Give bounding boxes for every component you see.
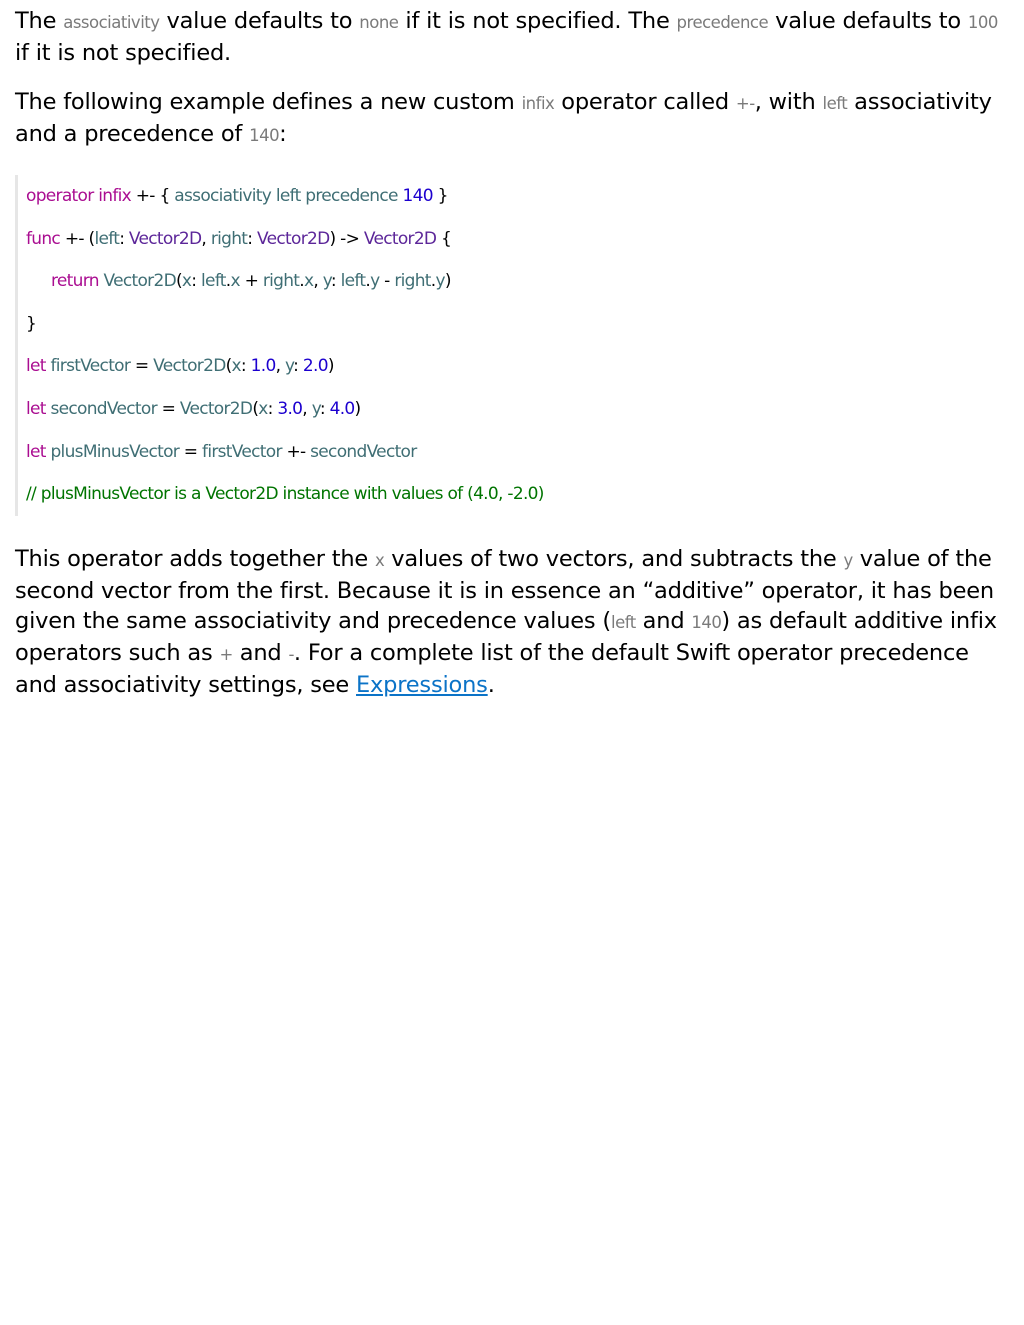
variable-name: secondVector xyxy=(50,398,157,419)
paragraph-example-intro xyxy=(15,87,1015,151)
type-name: Vector2D xyxy=(103,271,176,292)
text-run: : xyxy=(279,121,287,147)
number-literal: 140 xyxy=(402,186,433,206)
inline-code-140: 140 xyxy=(249,126,280,145)
brace: { xyxy=(441,228,452,249)
inline-code-100: 100 xyxy=(967,13,998,32)
operator-symbol: + xyxy=(239,271,263,292)
punctuation: : xyxy=(319,398,330,419)
punctuation: : xyxy=(240,356,251,377)
punctuation: ( xyxy=(88,228,95,249)
variable-name: plusMinusVector xyxy=(50,441,180,462)
paragraph-operator-explanation xyxy=(15,544,1015,700)
inline-code-precedence: precedence xyxy=(676,13,769,32)
punctuation: . xyxy=(365,271,371,292)
keyword-return: return xyxy=(51,271,99,292)
punctuation: . xyxy=(430,271,436,292)
keyword-operator: operator xyxy=(26,186,94,206)
operator-symbol: +- xyxy=(281,441,311,462)
punctuation: : xyxy=(267,398,278,419)
identifier: right xyxy=(394,271,431,292)
text-run: and xyxy=(635,607,692,634)
punctuation: ( xyxy=(175,271,182,292)
operator-symbol: = xyxy=(179,441,203,462)
operator-symbol: = xyxy=(130,356,154,377)
punctuation: ) xyxy=(327,356,334,377)
text-run: , with xyxy=(754,89,823,115)
inline-code-infix: infix xyxy=(521,94,555,113)
identifier: right xyxy=(262,271,300,292)
text-run: value defaults to xyxy=(159,8,360,34)
document-page xyxy=(15,6,1015,700)
type-name: Vector2D xyxy=(128,228,202,249)
identifier: firstVector xyxy=(202,441,282,462)
property: x xyxy=(230,271,240,292)
operator-symbol: +- xyxy=(64,228,84,249)
inline-code-associativity: associativity xyxy=(63,13,160,32)
punctuation: ( xyxy=(225,356,232,377)
text-run: . For a complete list of the default Swift operator precedence and associativity settings, see xyxy=(15,639,969,698)
code-line-func-signature xyxy=(26,218,1015,261)
punctuation: ) xyxy=(444,271,451,292)
text-run: The following example defines a new custom xyxy=(15,89,522,115)
keyword-left: left xyxy=(275,186,301,206)
punctuation: , xyxy=(302,398,312,419)
keyword-let: let xyxy=(26,398,46,419)
operator-symbol: - xyxy=(379,271,395,292)
text-run: values of two vectors, and subtracts the xyxy=(384,545,844,572)
property: x xyxy=(303,271,314,292)
text-run: operator called xyxy=(554,89,736,115)
code-line-return xyxy=(26,260,1015,303)
text-run: This operator adds together the xyxy=(15,545,375,572)
punctuation: : xyxy=(247,228,258,249)
punctuation: . xyxy=(299,271,304,292)
text-run: value defaults to xyxy=(768,8,968,34)
property: y xyxy=(435,271,445,292)
inline-code-y: y xyxy=(843,550,853,570)
punctuation: : xyxy=(293,356,303,377)
code-line-operator-declaration xyxy=(26,175,1015,218)
punctuation: , xyxy=(313,271,323,292)
property: y xyxy=(370,271,380,292)
argument-label: y xyxy=(311,398,320,419)
inline-code-plus: + xyxy=(219,644,233,664)
return-arrow: ) -> xyxy=(329,228,360,249)
type-name: Vector2D xyxy=(179,398,253,419)
keyword-precedence: precedence xyxy=(305,186,398,206)
argument-label: x xyxy=(258,398,268,419)
identifier: secondVector xyxy=(310,441,417,462)
number-literal: 2.0 xyxy=(302,356,328,377)
punctuation: : xyxy=(330,271,341,292)
text-run: value of the second vector from the first. Because it is in essence an “additive” operator, it has been given the same associativity and precedence values ( xyxy=(15,545,994,634)
number-literal: 3.0 xyxy=(277,398,303,419)
punctuation: , xyxy=(275,356,286,377)
variable-name: firstVector xyxy=(50,356,131,377)
keyword-func: func xyxy=(26,228,61,249)
code-line-first-vector xyxy=(26,345,1015,388)
code-line-closing-brace xyxy=(26,303,1015,346)
identifier: left xyxy=(201,271,226,292)
punctuation: ( xyxy=(252,398,259,419)
punctuation: : xyxy=(119,228,129,249)
punctuation: , xyxy=(201,228,211,249)
punctuation: : xyxy=(191,271,202,292)
inline-code-none: none xyxy=(359,13,399,32)
brace: } xyxy=(437,186,448,206)
operator-symbol: = xyxy=(156,398,180,419)
number-literal: 4.0 xyxy=(329,398,355,419)
number-literal: 1.0 xyxy=(250,356,276,377)
code-listing xyxy=(15,175,1015,516)
text-run: The xyxy=(15,8,64,34)
argument-label: y xyxy=(285,356,294,377)
type-name: Vector2D xyxy=(257,228,330,249)
type-name: Vector2D xyxy=(363,228,437,249)
inline-code-x: x xyxy=(375,550,385,570)
inline-code-140: 140 xyxy=(691,612,722,632)
type-name: Vector2D xyxy=(153,356,226,377)
argument-label: y xyxy=(322,271,331,292)
inline-code-operator: +- xyxy=(735,94,755,113)
keyword-let: let xyxy=(26,441,46,462)
argument-label: x xyxy=(181,271,192,292)
brace: { xyxy=(159,186,170,206)
text-run: if it is not specified. The xyxy=(398,8,677,34)
inline-code-left: left xyxy=(610,612,636,632)
parameter-name: right xyxy=(210,228,248,249)
code-line-second-vector xyxy=(26,388,1015,431)
keyword-let: let xyxy=(26,356,46,377)
inline-code-left: left xyxy=(822,94,848,113)
punctuation: . xyxy=(225,271,231,292)
paragraph-default-values xyxy=(15,6,1015,68)
code-comment: // plusMinusVector is a Vector2D instance with values of (4.0, -2.0) xyxy=(26,484,544,505)
keyword-associativity: associativity xyxy=(174,186,272,206)
argument-label: x xyxy=(231,356,241,377)
identifier: left xyxy=(340,271,366,292)
text-run: . xyxy=(487,671,495,698)
code-line-comment xyxy=(26,473,1015,516)
brace: } xyxy=(26,313,37,334)
inline-code-minus: - xyxy=(288,644,294,664)
parameter-name: left xyxy=(94,228,120,249)
text-run: ) as default additive infix operators such as xyxy=(15,607,997,666)
keyword-infix: infix xyxy=(98,186,132,206)
expressions-link[interactable]: Expressions xyxy=(356,671,488,698)
text-run: and xyxy=(232,639,289,666)
text-run: associativity and a precedence of xyxy=(15,89,992,147)
operator-symbol: +- xyxy=(135,186,155,206)
text-run: if it is not specified. xyxy=(15,40,231,66)
punctuation: ) xyxy=(354,398,361,419)
code-line-plus-minus-vector xyxy=(26,431,1015,474)
